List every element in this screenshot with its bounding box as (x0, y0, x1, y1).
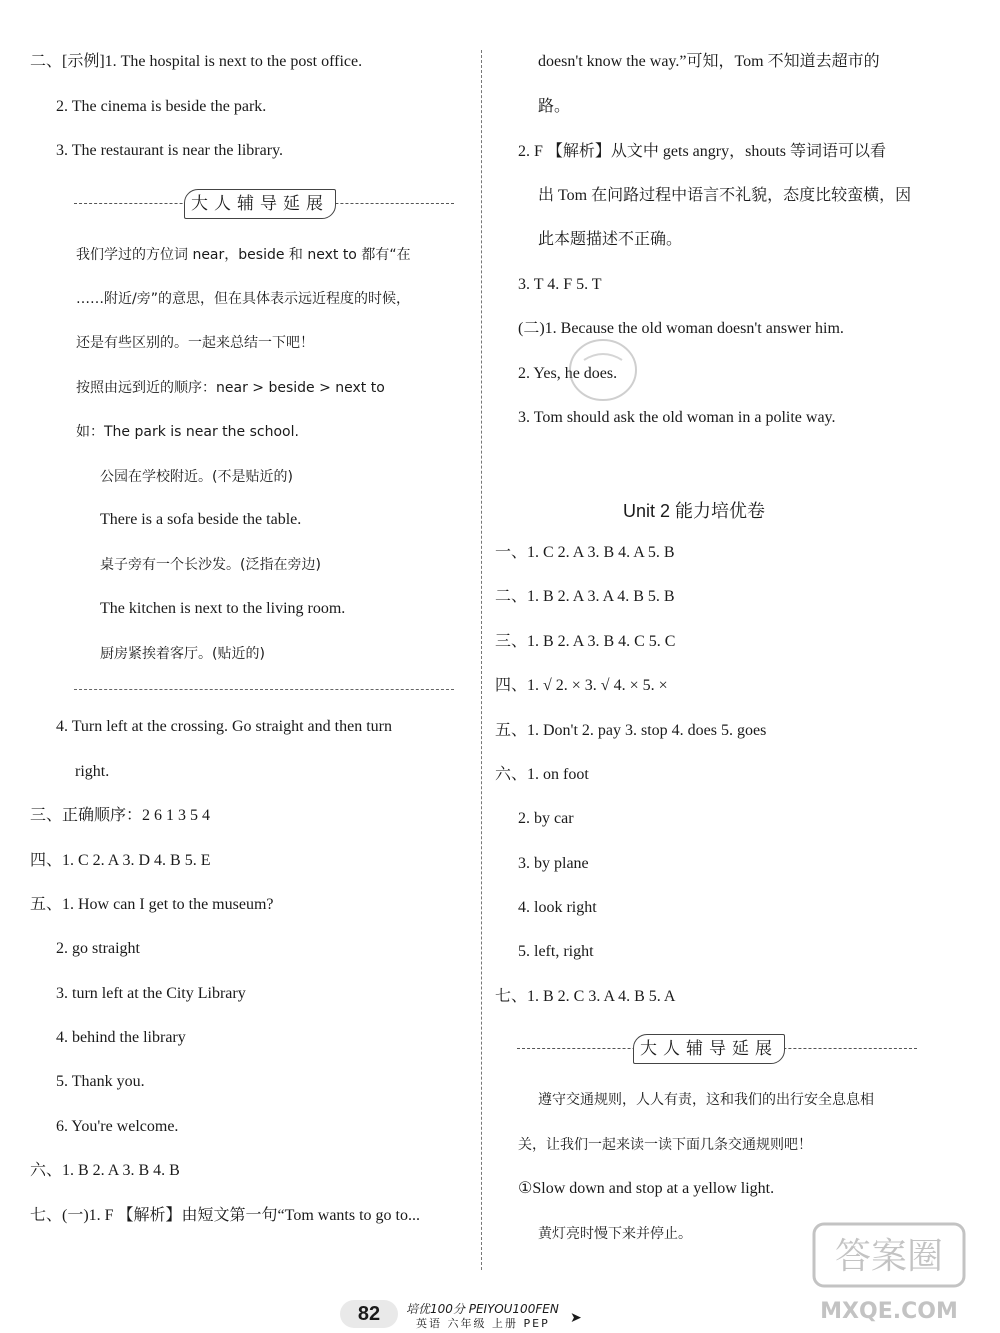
answer-line: 五、1. Don't 2. pay 3. stop 4. does 5. goes (495, 722, 767, 739)
answer-line: 此本题描述不正确。 (538, 231, 683, 248)
answer-line: 2. Yes, he does. (518, 365, 618, 382)
answer-line: 3. by plane (518, 855, 589, 872)
answer-line: 3. turn left at the City Library (56, 985, 246, 1002)
answer-line: 2. go straight (56, 940, 140, 957)
tip-example: There is a sofa beside the table. (100, 511, 302, 528)
tip-text: ……附近/旁”的意思，但在具体表示远近程度的时候， (76, 291, 410, 307)
answer-line: 出 Tom 在问路过程中语言不礼貌，态度比较蛮横，因 (538, 187, 912, 204)
answer-line: 七、(一)1. F 【解析】由短文第一句“Tom wants to go to... (30, 1207, 420, 1224)
banner-title: 大人辅导延展 (633, 1034, 785, 1064)
tip-text: 按照由远到近的顺序：near > beside > next to (76, 380, 385, 396)
answer-line: 2. The cinema is beside the park. (56, 98, 267, 115)
answer-line: 三、正确顺序：2 6 1 3 5 4 (30, 807, 211, 824)
page-footer (340, 1300, 600, 1330)
banner-title: 大人辅导延展 (184, 189, 336, 219)
tip-text: 如：The park is near the school. (76, 424, 299, 440)
answer-line: 一、1. C 2. A 3. B 4. A 5. B (495, 544, 675, 561)
tip-text: 还是有些区别的。一起来总结一下吧！ (76, 335, 314, 351)
svg-text:MXQE.COM (820, 1299, 958, 1324)
answer-line: 3. T 4. F 5. T (518, 276, 602, 293)
page-number: 82 (340, 1300, 398, 1328)
tip-text: 厨房紧挨着客厅。(贴近的) (100, 646, 265, 662)
answer-line: 3. The restaurant is near the library. (56, 142, 284, 159)
tip-text: 我们学过的方位词 near，beside 和 next to 都有“在 (76, 247, 411, 263)
tip-example: The kitchen is next to the living room. (100, 600, 346, 617)
tip-text: 黄灯亮时慢下来并停止。 (538, 1226, 692, 1242)
answer-line: right. (75, 763, 110, 780)
answer-line: 四、1. C 2. A 3. D 4. B 5. E (30, 852, 211, 869)
brand-name: 培优100分 PEIYOU100FEN (406, 1302, 559, 1316)
column-divider (481, 50, 482, 1270)
answer-line: 路。 (538, 98, 571, 115)
answer-line: 5. Thank you. (56, 1073, 145, 1090)
answer-line: 4. look right (518, 899, 597, 916)
watermark-logo (810, 1206, 980, 1326)
answer-line: 四、1. √ 2. × 3. √ 4. × 5. × (495, 677, 668, 694)
section-rule (74, 689, 454, 690)
answer-line: 4. behind the library (56, 1029, 186, 1046)
watermark-text: MXQE.COM (820, 1299, 958, 1324)
stamp-mark (566, 330, 640, 410)
answer-line: 5. left, right (518, 943, 594, 960)
unit-title: Unit 2 能力培优卷 (623, 501, 766, 521)
tutor-extension-banner (74, 189, 454, 219)
answer-line: 七、1. B 2. C 3. A 4. B 5. A (495, 988, 676, 1005)
answer-line: 六、1. on foot (495, 766, 589, 783)
svg-text:答案圈: 答案圈 (834, 1236, 944, 1277)
book-info: 英语 六年级 上册 PEP (416, 1317, 550, 1330)
answer-line: 2. F 【解析】从文中 gets angry，shouts 等词语可以看 (518, 143, 887, 160)
tip-text: 桌子旁有一个长沙发。(泛指在旁边) (100, 557, 321, 573)
answer-line: 二、1. B 2. A 3. A 4. B 5. B (495, 588, 675, 605)
answer-line: 2. by car (518, 810, 574, 827)
answer-line: 三、1. B 2. A 3. B 4. C 5. C (495, 633, 676, 650)
tip-text: 公园在学校附近。(不是贴近的) (100, 469, 293, 485)
answer-line: 6. You're welcome. (56, 1118, 179, 1135)
tip-text: 关，让我们一起来读一读下面几条交通规则吧！ (518, 1137, 812, 1153)
tutor-extension-banner (517, 1034, 917, 1064)
answer-line: doesn't know the way.”可知，Tom 不知道去超市的 (538, 53, 880, 70)
answer-line: 二、[示例]1. The hospital is next to the post office. (30, 53, 363, 70)
answer-line: (二)1. Because the old woman doesn't answer him. (518, 320, 844, 337)
tip-text: 遵守交通规则，人人有责，这和我们的出行安全息息相 (538, 1092, 874, 1108)
arrow-icon: ➤ (570, 1311, 582, 1326)
answer-line: 3. Tom should ask the old woman in a polite way. (518, 409, 836, 426)
answer-line: 五、1. How can I get to the museum? (30, 896, 274, 913)
tip-example: ①Slow down and stop at a yellow light. (518, 1180, 775, 1197)
answer-line: 4. Turn left at the crossing. Go straight and then turn (56, 718, 392, 735)
answer-line: 六、1. B 2. A 3. B 4. B (30, 1162, 180, 1179)
